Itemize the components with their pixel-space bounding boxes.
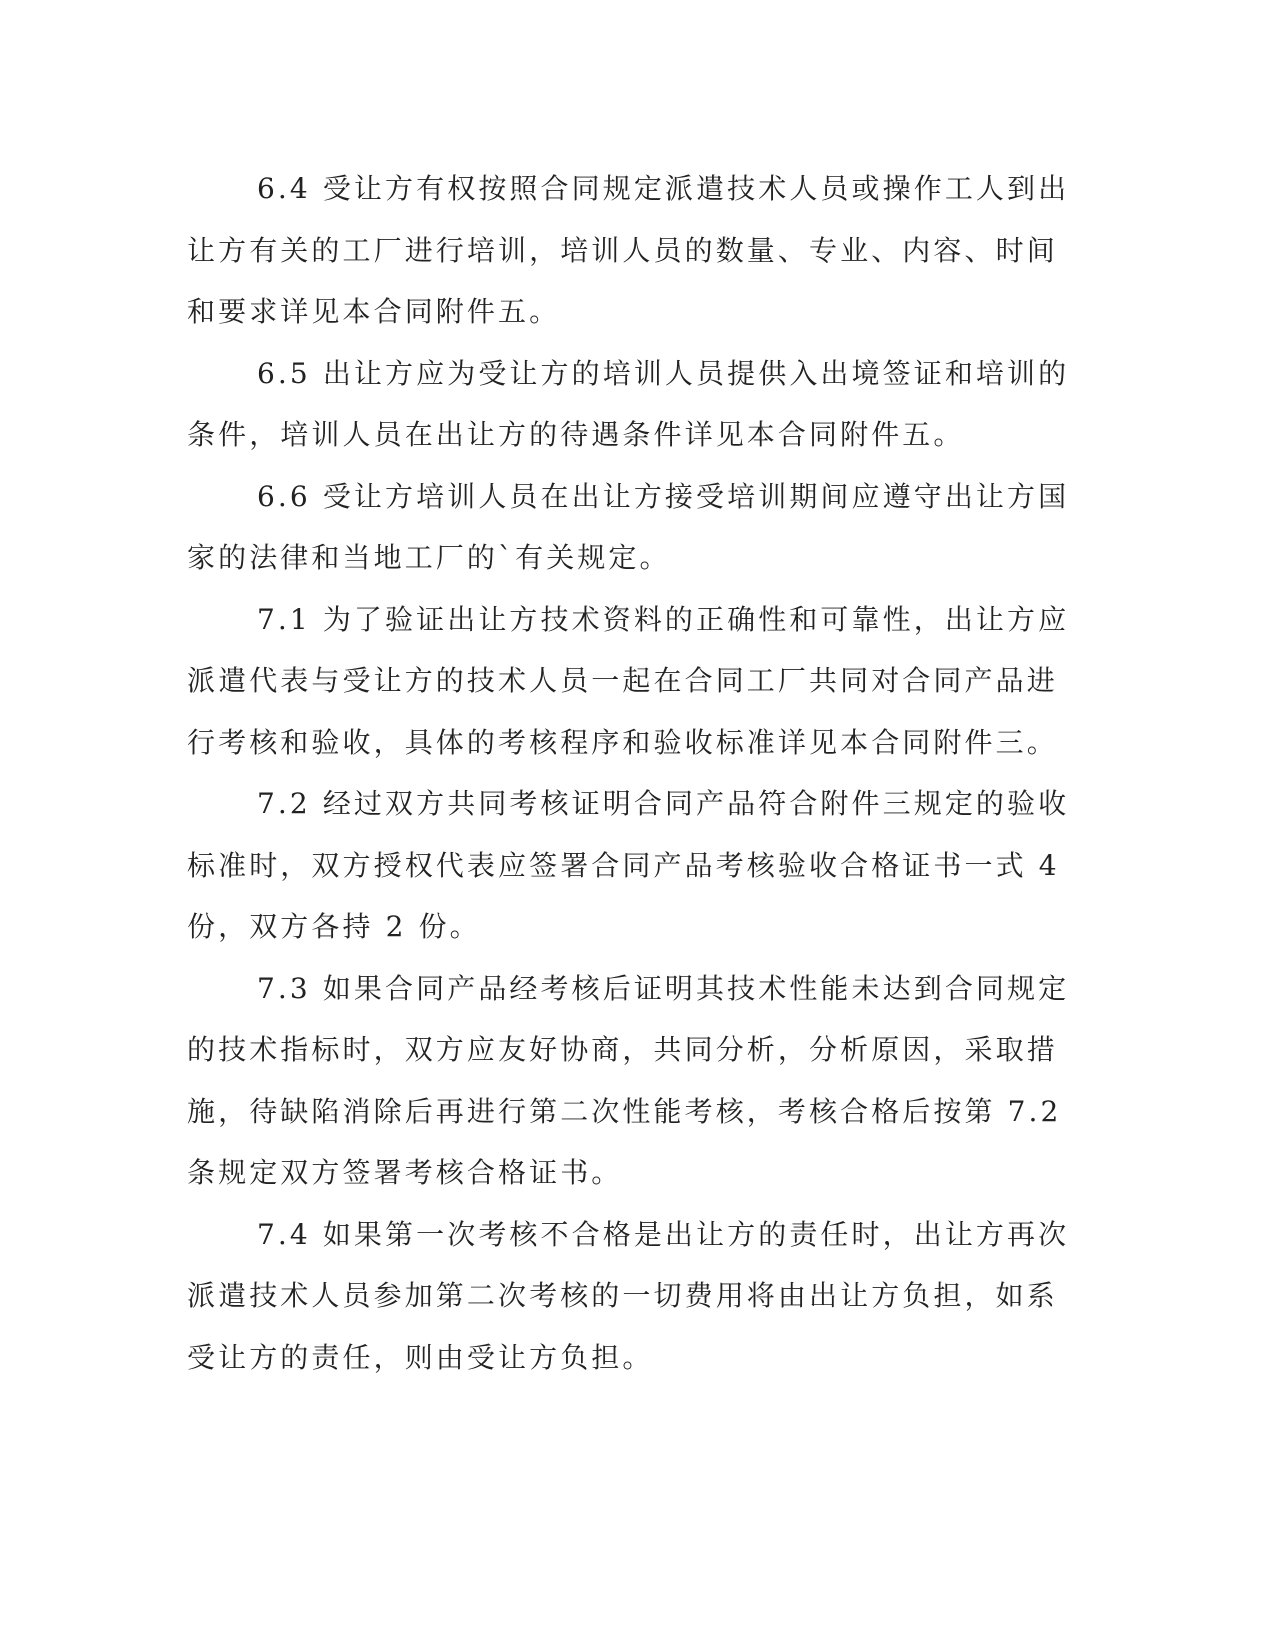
clause-6-5: 6.5 出让方应为受让方的培训人员提供入出境签证和培训的条件，培训人员在出让方的待遇条件详见本合同附件五。 [187,356,1070,451]
clause-7-1: 7.1 为了验证出让方技术资料的正确性和可靠性，出让方应派遣代表与受让方的技术人员一起在合同工厂共同对合同产品进行考核和验收，具体的考核程序和验收标准详见本合同附件三。 [187,602,1070,759]
contract-body [187,158,1087,1388]
clause-7-3: 7.3 如果合同产品经考核后证明其技术性能未达到合同规定的技术指标时，双方应友好协商，共同分析，分析原因，采取措施，待缺陷消除后再进行第二次性能考核，考核合格后按第 7.2 条规定双方签署考核合格证书。 [187,971,1070,1189]
clause-7-4: 7.4 如果第一次考核不合格是出让方的责任时，出让方再次派遣技术人员参加第二次考核的一切费用将由出让方负担，如系受让方的责任，则由受让方负担。 [187,1217,1070,1374]
clause-6-4: 6.4 受让方有权按照合同规定派遣技术人员或操作工人到出让方有关的工厂进行培训，培训人员的数量、专业、内容、时间和要求详见本合同附件五。 [187,172,1070,328]
clause-6-6: 6.6 受让方培训人员在出让方接受培训期间应遵守出让方国家的法律和当地工厂的`有关规定。 [187,479,1070,574]
clause-7-2: 7.2 经过双方共同考核证明合同产品符合附件三规定的验收标准时，双方授权代表应签署合同产品考核验收合格证书一式 4 份，双方各持 2 份。 [187,787,1070,943]
